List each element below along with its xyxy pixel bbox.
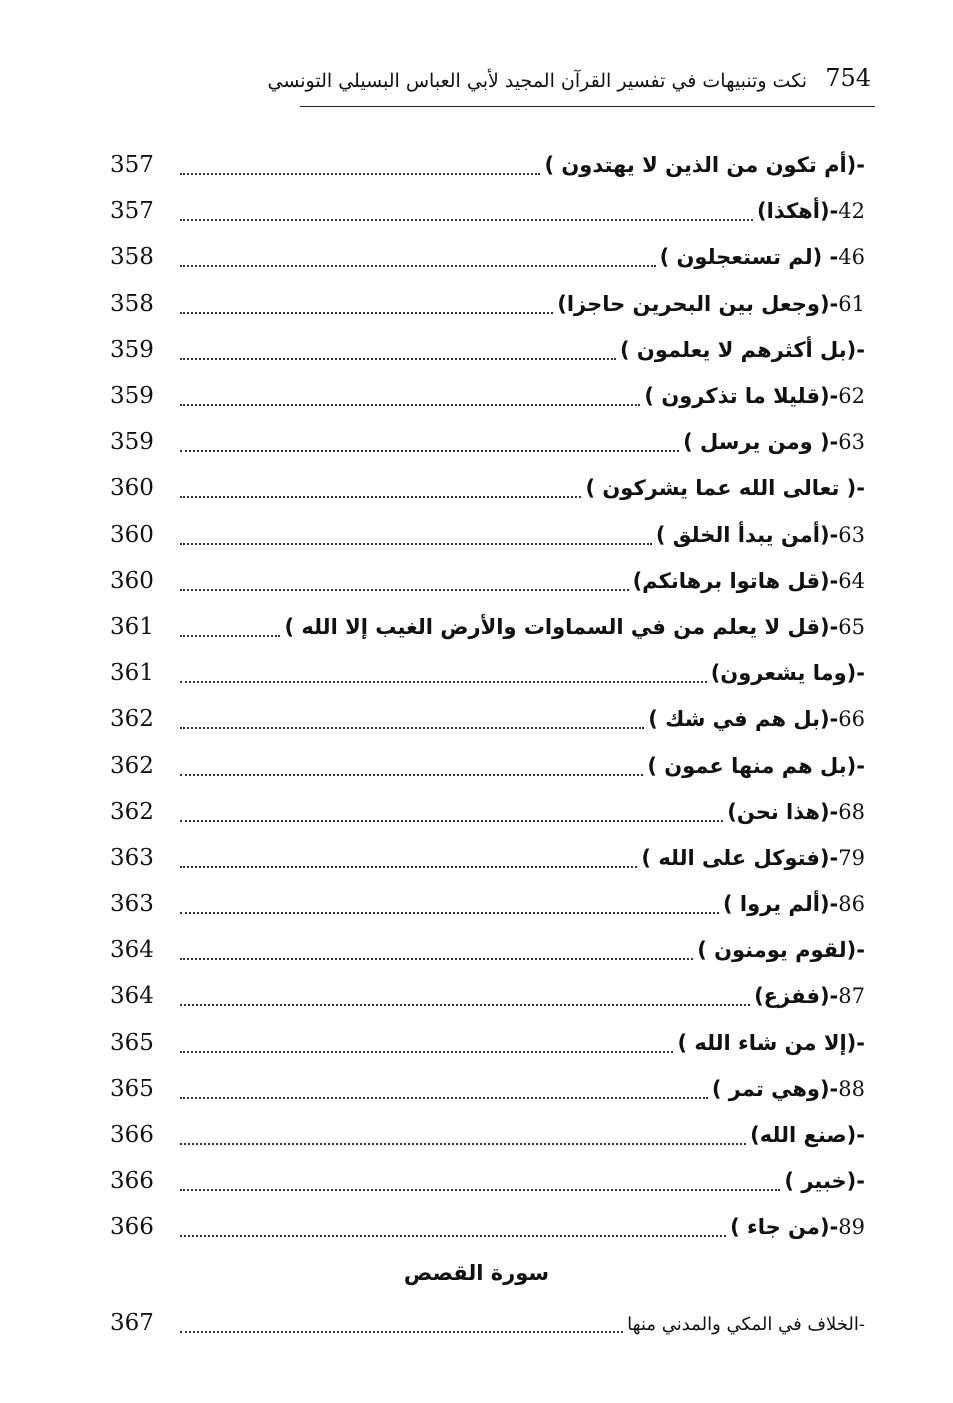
toc-entry (110, 927, 865, 973)
toc-entry (110, 835, 865, 881)
toc-entry (110, 142, 865, 188)
toc-entry (110, 558, 865, 604)
entry-text: -( تعالى الله عما يشركون ) (585, 476, 865, 501)
entry-page: 358 (110, 244, 154, 271)
toc-section-qasas (110, 1300, 865, 1346)
toc-entry (110, 696, 865, 742)
toc-entry (110, 327, 865, 373)
toc-entry (110, 373, 865, 419)
dot-leader (180, 774, 643, 776)
entry-page: 357 (110, 152, 154, 179)
entry-page: 360 (110, 475, 154, 502)
entry-text: -(وجعل بين البحرين حاجزا) (557, 291, 839, 316)
toc-entry (110, 1066, 865, 1112)
dot-leader (180, 912, 719, 914)
entry-text: -( ومن يرسل ) (683, 430, 839, 455)
dot-leader (180, 958, 693, 960)
entry-page: 360 (110, 567, 154, 594)
toc-entry (110, 742, 865, 788)
entry-text: -(فتوكل على الله ) (641, 845, 839, 870)
dot-leader (180, 265, 656, 267)
entry-page: 366 (110, 1214, 154, 1241)
dot-leader (180, 358, 616, 360)
entry-page: 361 (110, 613, 154, 640)
entry-page: 367 (110, 1310, 154, 1337)
dot-leader (180, 450, 679, 452)
entry-page: 363 (110, 891, 154, 918)
toc-entry (110, 1112, 865, 1158)
verse-number: 42 (838, 199, 865, 224)
entry-page: 359 (110, 336, 154, 363)
verse-number: 64 (838, 568, 865, 593)
dot-leader (180, 1235, 726, 1237)
dot-leader (180, 820, 723, 822)
entry-page: 358 (110, 290, 154, 317)
toc-entry (110, 234, 865, 280)
table-of-contents (110, 142, 865, 1251)
entry-page: 359 (110, 383, 154, 410)
toc-entry (110, 604, 865, 650)
entry-page: 361 (110, 660, 154, 687)
verse-number: 88 (838, 1076, 865, 1101)
dot-leader (180, 681, 707, 683)
dot-leader (180, 1189, 780, 1191)
toc-entry (110, 512, 865, 558)
dot-leader (180, 1097, 708, 1099)
dot-leader (180, 866, 637, 868)
entry-text: -(ففزع) (754, 984, 839, 1009)
toc-entry (110, 419, 865, 465)
toc-entry (110, 465, 865, 511)
entry-text: -(وما يشعرون) (710, 661, 865, 686)
verse-number: 86 (838, 892, 865, 917)
dot-leader (180, 1143, 746, 1145)
surah-heading: سورة القصص (403, 1261, 550, 1285)
entry-text: -(أمن يبدأ الخلق ) (655, 522, 839, 547)
verse-number: 68 (838, 799, 865, 824)
toc-entry (110, 881, 865, 927)
dot-leader (180, 589, 629, 591)
dot-leader (180, 173, 540, 175)
entry-page: 363 (110, 844, 154, 871)
entry-page: 357 (110, 198, 154, 225)
dot-leader (180, 543, 652, 545)
running-header (267, 62, 875, 107)
entry-page: 366 (110, 1168, 154, 1195)
entry-text: -(بل هم منها عمون ) (647, 753, 865, 778)
dot-leader (180, 1051, 673, 1053)
toc-entry (110, 1020, 865, 1066)
entry-text: -الخلاف في المكي والمدني منها (627, 1314, 865, 1336)
verse-number: 65 (838, 614, 865, 639)
entry-text: -(هذا نحن) (727, 799, 839, 824)
entry-page: 362 (110, 706, 154, 733)
toc-entry (110, 1204, 865, 1250)
verse-number: 66 (838, 707, 865, 732)
dot-leader (180, 1004, 750, 1006)
toc-entry (110, 973, 865, 1019)
toc-entry (110, 1300, 865, 1346)
entry-text: -(إلا من شاء الله ) (677, 1030, 865, 1055)
toc-entry (110, 281, 865, 327)
entry-text: -(صنع الله) (750, 1123, 865, 1148)
entry-page: 362 (110, 752, 154, 779)
dot-leader (180, 635, 280, 637)
entry-text: -(خبير ) (784, 1169, 865, 1194)
verse-number: 61 (838, 291, 865, 316)
entry-text: -(من جاء ) (730, 1215, 839, 1240)
entry-page: 360 (110, 521, 154, 548)
entry-page: 366 (110, 1122, 154, 1149)
entry-text: -(لقوم يومنون ) (697, 938, 865, 963)
entry-page: 365 (110, 1075, 154, 1102)
entry-page: 364 (110, 983, 154, 1010)
dot-leader (180, 404, 640, 406)
toc-entry (110, 1158, 865, 1204)
verse-number: 89 (838, 1215, 865, 1240)
dot-leader (180, 312, 553, 314)
dot-leader (180, 727, 644, 729)
dot-leader (180, 1331, 623, 1333)
verse-number: 87 (838, 984, 865, 1009)
entry-text: -(بل أكثرهم لا يعلمون ) (620, 337, 865, 362)
entry-text: -(أهكذا) (757, 199, 839, 224)
entry-text: -(ألم يروا ) (722, 892, 839, 917)
toc-entry (110, 188, 865, 234)
verse-number: 62 (838, 384, 865, 409)
entry-text: - (لم تستعجلون ) (659, 245, 839, 270)
entry-text: -(قليلا ما تذكرون ) (644, 384, 839, 409)
entry-text: -(قل هاتوا برهانكم) (632, 568, 839, 593)
toc-entry (110, 650, 865, 696)
running-title: نكت وتنبيهات في تفسير القرآن المجيد لأبي العباس البسيلي التونسي (267, 70, 807, 92)
page-number: 754 (825, 64, 871, 92)
verse-number: 63 (838, 522, 865, 547)
entry-text: -(بل هم في شك ) (648, 707, 839, 732)
entry-page: 359 (110, 429, 154, 456)
entry-text: -(قل لا يعلم من في السماوات والأرض الغيب إلا الله ) (284, 614, 839, 639)
entry-page: 364 (110, 937, 154, 964)
verse-number: 79 (838, 845, 865, 870)
verse-number: 63 (838, 430, 865, 455)
toc-entry (110, 789, 865, 835)
entry-text: -(وهي تمر ) (711, 1076, 839, 1101)
entry-page: 365 (110, 1029, 154, 1056)
dot-leader (180, 219, 753, 221)
verse-number: 46 (838, 245, 865, 270)
entry-page: 362 (110, 798, 154, 825)
entry-text: -(أم تكون من الذين لا يهتدون ) (544, 153, 865, 178)
dot-leader (180, 496, 581, 498)
